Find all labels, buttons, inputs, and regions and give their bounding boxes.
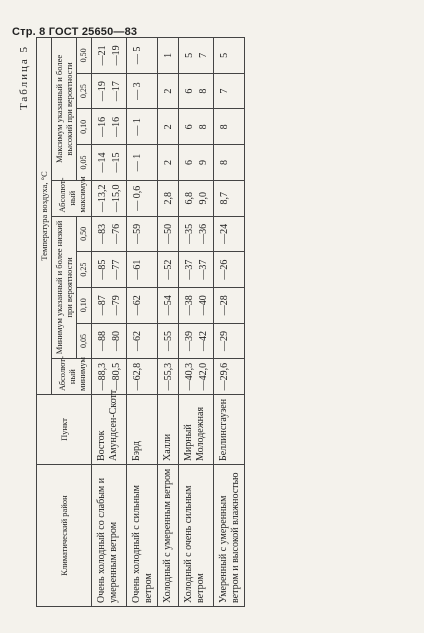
table-row bbox=[158, 38, 179, 607]
cell-max-005 bbox=[92, 145, 127, 181]
value: —55,3 bbox=[163, 362, 174, 391]
value: — 0,6 bbox=[132, 185, 143, 211]
cell-min-005 bbox=[179, 323, 214, 359]
value: —50 bbox=[163, 223, 174, 244]
cell-min-010 bbox=[214, 287, 245, 323]
value: —15 bbox=[111, 152, 122, 173]
header-min-prob-050: 0,50 bbox=[77, 216, 92, 252]
point-name: Беллинсгаузен bbox=[218, 398, 229, 461]
value: 8 bbox=[219, 160, 230, 166]
point-name: Мирный bbox=[183, 424, 194, 461]
cell-abs-max bbox=[179, 180, 214, 216]
value: —13,2 bbox=[97, 184, 108, 212]
cell-min-050 bbox=[214, 216, 245, 252]
value: 2,8 bbox=[163, 191, 174, 205]
cell-abs-min bbox=[92, 359, 127, 395]
header-min-group: Минимум указанный и более низкий при вероятности bbox=[52, 216, 77, 359]
value: 9,0 bbox=[198, 191, 209, 205]
cell-max-010 bbox=[127, 109, 158, 145]
table-body bbox=[92, 38, 245, 607]
cell-climate-region: Очень холодный с сильным ветром bbox=[127, 465, 158, 607]
value: —17 bbox=[111, 81, 122, 102]
value: 6 bbox=[184, 160, 195, 166]
cell-min-050 bbox=[179, 216, 214, 252]
cell-min-025 bbox=[92, 252, 127, 288]
value: —40 bbox=[198, 295, 209, 316]
cell-min-050 bbox=[158, 216, 179, 252]
header-abs-max: Абсолют- ный максимум bbox=[52, 180, 92, 216]
cell-abs-max bbox=[158, 180, 179, 216]
value: 6,8 bbox=[184, 191, 195, 205]
cell-max-050 bbox=[214, 38, 245, 74]
value: —24 bbox=[219, 223, 230, 244]
value: —76 bbox=[111, 223, 122, 244]
cell-climate-region: Холодный с умеренным ветром bbox=[158, 465, 179, 607]
value: —62 bbox=[132, 295, 143, 316]
cell-min-005 bbox=[214, 323, 245, 359]
value: —80 bbox=[111, 330, 122, 351]
header-max-prob-005: 0,05 bbox=[77, 145, 92, 181]
value: 1 bbox=[163, 52, 174, 58]
value: —19 bbox=[111, 45, 122, 66]
cell-min-025 bbox=[179, 252, 214, 288]
cell-abs-min bbox=[127, 359, 158, 395]
cell-max-050 bbox=[92, 38, 127, 74]
value: 7 bbox=[198, 52, 209, 58]
header-abs-min: Абсолют- ный минимум bbox=[52, 359, 92, 395]
value: —42 bbox=[198, 330, 209, 351]
point-name: Амундсен-Скотт bbox=[108, 389, 119, 461]
cell-max-050 bbox=[158, 38, 179, 74]
cell-abs-max bbox=[92, 180, 127, 216]
value: —88,3 bbox=[97, 362, 108, 391]
cell-point bbox=[158, 395, 179, 465]
table-title: Таблица 5 bbox=[18, 45, 30, 111]
cell-max-005 bbox=[179, 145, 214, 181]
cell-climate-region: Холодный с очень сильным ветром bbox=[179, 465, 214, 607]
cell-point bbox=[179, 395, 214, 465]
value: —83 bbox=[97, 223, 108, 244]
value: 5 bbox=[184, 52, 195, 58]
value: 6 bbox=[184, 88, 195, 94]
point-name: Восток bbox=[96, 430, 107, 461]
cell-max-010 bbox=[158, 109, 179, 145]
cell-min-010 bbox=[179, 287, 214, 323]
cell-climate-region: Очень холодный со слабым и умеренным ветром bbox=[92, 465, 127, 607]
cell-climate-region: Умеренный с умеренным ветром и высокой влажностью bbox=[214, 465, 245, 607]
value: —62,8 bbox=[132, 362, 143, 391]
cell-max-005 bbox=[214, 145, 245, 181]
value: 2 bbox=[163, 88, 174, 94]
value: — 1 bbox=[132, 118, 143, 136]
table-row bbox=[92, 38, 127, 607]
header-air-temperature: Температура воздуха, °С bbox=[37, 38, 52, 395]
value: —36 bbox=[198, 223, 209, 244]
value: —42,0 bbox=[198, 362, 209, 391]
value: — 5 bbox=[132, 46, 143, 65]
page-header: Стр. 8 ГОСТ 25650—83 bbox=[12, 26, 138, 38]
value: —88 bbox=[97, 330, 108, 351]
table-row bbox=[127, 38, 158, 607]
value: —37 bbox=[198, 259, 209, 280]
header-climate-region: Климатический район bbox=[37, 465, 92, 607]
cell-point bbox=[214, 395, 245, 465]
value: —62 bbox=[132, 330, 143, 351]
table-row bbox=[179, 38, 214, 607]
value: — 1 bbox=[132, 153, 143, 172]
cell-max-005 bbox=[158, 145, 179, 181]
value: —40,3 bbox=[184, 362, 195, 391]
cell-max-010 bbox=[214, 109, 245, 145]
value: —21 bbox=[97, 45, 108, 66]
value: —35 bbox=[184, 223, 195, 244]
header-max-prob-050: 0,50 bbox=[77, 38, 92, 74]
value: 2 bbox=[163, 160, 174, 166]
header-min-prob-010: 0,10 bbox=[77, 287, 92, 323]
value: —26 bbox=[219, 259, 230, 280]
value: —79 bbox=[111, 295, 122, 316]
cell-max-025 bbox=[92, 73, 127, 109]
value: — 3 bbox=[132, 82, 143, 100]
value: 6 bbox=[184, 124, 195, 130]
cell-min-005 bbox=[158, 323, 179, 359]
value: —16 bbox=[111, 116, 122, 137]
value: —37 bbox=[184, 259, 195, 280]
cell-abs-min bbox=[214, 359, 245, 395]
table-row bbox=[214, 38, 245, 607]
cell-max-050 bbox=[127, 38, 158, 74]
cell-min-010 bbox=[158, 287, 179, 323]
value: 7 bbox=[219, 88, 230, 94]
cell-max-025 bbox=[127, 73, 158, 109]
header-max-prob-025: 0,25 bbox=[77, 73, 92, 109]
value: 8 bbox=[198, 88, 209, 94]
cell-point bbox=[92, 389, 127, 465]
header-min-prob-005: 0,05 bbox=[77, 323, 92, 359]
cell-point bbox=[127, 395, 158, 465]
cell-max-025 bbox=[158, 73, 179, 109]
value: —38 bbox=[184, 295, 195, 316]
value: —15,0 bbox=[111, 184, 122, 212]
value: —87 bbox=[97, 295, 108, 316]
cell-max-050 bbox=[179, 38, 214, 74]
cell-max-005 bbox=[127, 145, 158, 181]
cell-min-025 bbox=[127, 252, 158, 288]
value: —29 bbox=[219, 330, 230, 351]
cell-abs-min bbox=[179, 359, 214, 395]
value: —28 bbox=[219, 295, 230, 316]
cell-min-005 bbox=[127, 323, 158, 359]
header-min-prob-025: 0,25 bbox=[77, 252, 92, 288]
value: —61 bbox=[132, 259, 143, 280]
header-max-prob-010: 0,10 bbox=[77, 109, 92, 145]
value: —54 bbox=[163, 295, 174, 316]
cell-max-010 bbox=[92, 109, 127, 145]
value: —16 bbox=[97, 116, 108, 137]
climate-temperature-table bbox=[36, 37, 245, 607]
value: 9 bbox=[198, 160, 209, 166]
rotated-table-container bbox=[18, 37, 413, 607]
value: 8 bbox=[219, 124, 230, 130]
point-name: Бэрд bbox=[131, 441, 142, 461]
cell-abs-max bbox=[127, 180, 158, 216]
cell-min-025 bbox=[214, 252, 245, 288]
value: —85 bbox=[97, 259, 108, 280]
value: —59 bbox=[132, 223, 143, 244]
cell-min-010 bbox=[127, 287, 158, 323]
cell-max-010 bbox=[179, 109, 214, 145]
value: —55 bbox=[163, 330, 174, 351]
header-point: Пункт bbox=[37, 395, 92, 465]
cell-min-010 bbox=[92, 287, 127, 323]
cell-min-005 bbox=[92, 323, 127, 359]
cell-min-025 bbox=[158, 252, 179, 288]
value: —29,6 bbox=[219, 362, 230, 391]
value: —39 bbox=[184, 330, 195, 351]
value: —19 bbox=[97, 81, 108, 102]
point-name: Молодежная bbox=[195, 406, 206, 461]
value: 5 bbox=[219, 52, 230, 58]
value: 2 bbox=[163, 124, 174, 130]
cell-max-025 bbox=[214, 73, 245, 109]
point-name: Халли bbox=[162, 433, 173, 461]
value: 8 bbox=[198, 124, 209, 130]
value: —14 bbox=[97, 152, 108, 173]
value: 8,7 bbox=[219, 191, 230, 205]
value: —80,5 bbox=[111, 362, 122, 391]
value: —77 bbox=[111, 259, 122, 280]
cell-abs-max bbox=[214, 180, 245, 216]
header-max-group: Максимум указанный и более высокий при вероятности bbox=[52, 38, 77, 181]
cell-min-050 bbox=[92, 216, 127, 252]
cell-min-050 bbox=[127, 216, 158, 252]
value: —52 bbox=[163, 259, 174, 280]
cell-max-025 bbox=[179, 73, 214, 109]
cell-abs-min bbox=[158, 359, 179, 395]
